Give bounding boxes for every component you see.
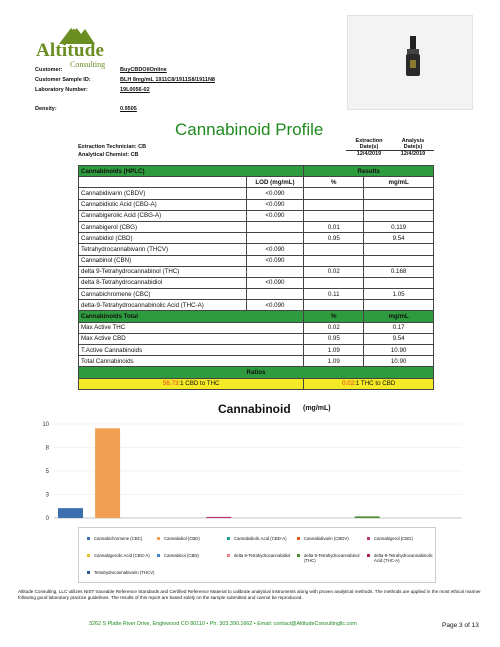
legend-swatch <box>157 537 160 540</box>
legend-swatch <box>297 554 300 557</box>
column-headers <box>79 177 434 188</box>
cannabinoid-name: Cannabichromene (CBC) <box>79 289 247 300</box>
bar-5 <box>206 517 231 518</box>
cannabinoid-name: delta 9-Tetrahydrocannabinol (THC) <box>79 266 247 277</box>
analysis-date-value: 12/4/2019 <box>400 151 426 157</box>
totals-row <box>79 356 434 367</box>
analysis-date-head1: Analysis <box>401 138 425 144</box>
legend-swatch <box>297 537 300 540</box>
mgml-header: mg/mL <box>364 177 434 188</box>
y-tick-label: 5 <box>45 469 49 475</box>
page-title: Cannabinoid Profile <box>175 120 324 139</box>
lod-cell <box>246 233 304 244</box>
legend-swatch <box>87 571 90 574</box>
total-pct-cell: 1.09 <box>304 356 364 367</box>
footer-contact: 3262 S Platte River Drive, Englewood CO 80110 • Ph: 303.390.1662 • Email: contact@AltitudeConsultingllc.com <box>89 621 357 627</box>
cannabinoid-rows <box>79 188 434 311</box>
pct-cell: 0.02 <box>304 266 364 277</box>
section-title-totals: Cannabinoids Total <box>79 311 304 322</box>
total-mgml-cell: 10.90 <box>364 345 434 356</box>
y-tick-label: 8 <box>45 445 49 452</box>
ratios-row <box>79 378 434 389</box>
pct-cell <box>304 188 364 199</box>
extraction-technician: Extraction Technician: CB <box>78 144 147 150</box>
product-photo <box>347 15 473 110</box>
ratios-title: Ratios <box>79 367 434 378</box>
pct-cell <box>304 300 364 311</box>
mgml-cell <box>364 255 434 266</box>
chart-title: Cannabinoid <box>218 402 291 416</box>
legend-label: Cannabigerol (CBG) <box>374 536 413 541</box>
pct-cell <box>304 210 364 221</box>
bar-9 <box>355 516 380 518</box>
table-row <box>79 199 434 210</box>
cbd-to-thc-ratio <box>79 378 304 389</box>
total-mgml-cell: 9.54 <box>364 333 434 344</box>
pct-header: % <box>304 177 364 188</box>
legend-label: delta-9-Tetrahydrocannabinolic Acid (THC-A) <box>374 553 433 563</box>
total-name: Max Active THC <box>79 322 304 333</box>
cannabinoid-bar-chart <box>30 418 470 526</box>
legend-swatch <box>87 554 90 557</box>
page-number: Page 3 of 13 <box>442 622 479 629</box>
legend-label: Tetrahydrocannabivarin (THCV) <box>94 570 155 575</box>
lod-cell: <0.090 <box>246 188 304 199</box>
cannabinoid-name: delta-9-Tetrahydrocannabinolic Acid (THC-A) <box>79 300 247 311</box>
total-mgml-cell: 10.90 <box>364 356 434 367</box>
total-mgml-cell: 0.17 <box>364 322 434 333</box>
lod-cell: <0.090 <box>246 210 304 221</box>
customer-value: BuyCBDOilOnline <box>120 67 167 73</box>
cbd-thc-ratio-value: 56.73 <box>162 380 179 388</box>
sample-id-value: BLH 8mg/mL 1911C8/1911S8/1911N8 <box>120 77 215 83</box>
disclaimer-text: Altitude Consulting, LLC utilizes NIST traceable Reference Standards and Certified Reference Material to calibrate analytical instruments along with proven analytical methods. The methods are applied in the most ethical manner following good laboratory practice guidelines. The results of this report are based solely on the sample submitted and cannot be reproduced. <box>18 589 481 600</box>
extraction-date-head2: Date(s) <box>346 144 392 151</box>
cannabinoid-name: Cannabidivarin (CBDV) <box>79 188 247 199</box>
table-row <box>79 289 434 300</box>
mgml-cell <box>364 210 434 221</box>
lod-cell: <0.090 <box>246 300 304 311</box>
cannabinoid-name: Cannabinol (CBN) <box>79 255 247 266</box>
mgml-cell <box>364 244 434 255</box>
mgml-cell <box>364 300 434 311</box>
cannabinoid-name: Cannabigerolic Acid (CBG-A) <box>79 210 247 221</box>
pct-cell <box>304 277 364 288</box>
totals-mgml-header: mg/mL <box>364 311 434 322</box>
mgml-cell <box>364 188 434 199</box>
y-tick-label: 0 <box>45 516 49 522</box>
extraction-date-head1: Extraction <box>355 138 383 144</box>
legend-label: Cannabidiolic Acid (CBD-A) <box>234 536 287 541</box>
chart-legend <box>78 527 436 583</box>
results-header: Results <box>304 166 434 177</box>
legend-label: Cannabichromene (CBC) <box>94 536 143 541</box>
density-row <box>35 106 295 118</box>
pct-cell: 0.01 <box>304 221 364 232</box>
legend-swatch <box>87 537 90 540</box>
totals-rows <box>79 322 434 367</box>
cannabinoid-table <box>78 165 434 390</box>
legend-swatch <box>227 554 230 557</box>
legend-swatch <box>227 537 230 540</box>
lab-number-label: Laboratory Number: <box>35 87 88 93</box>
extraction-date-header <box>346 138 392 157</box>
mgml-cell: 9.54 <box>364 233 434 244</box>
logo-name: Altitude <box>36 40 105 61</box>
lod-cell: <0.090 <box>246 244 304 255</box>
bar-2 <box>95 428 120 518</box>
mgml-cell: 1.05 <box>364 289 434 300</box>
cannabinoid-name: Cannabidiol (CBD) <box>79 233 247 244</box>
cbd-thc-ratio-text: :1 CBD to THC <box>178 380 220 388</box>
legend-swatch <box>367 537 370 540</box>
table-row <box>79 277 434 288</box>
legend-label: Cannabidivarin (CBDV) <box>304 536 349 541</box>
lab-number-value: 19L0056-02 <box>120 87 150 93</box>
table-row <box>79 266 434 277</box>
lod-cell <box>246 289 304 300</box>
mgml-cell: 0.119 <box>364 221 434 232</box>
section-title-hplc: Cannabinoids (HPLC) <box>79 166 304 177</box>
table-row <box>79 210 434 221</box>
density-label: Density: <box>35 106 57 112</box>
legend-swatch <box>367 554 370 557</box>
total-pct-cell: 1.09 <box>304 345 364 356</box>
thc-to-cbd-ratio <box>304 378 434 389</box>
logo-subtitle: Consulting <box>70 60 106 69</box>
legend-label: Cannabidiol (CBD) <box>164 536 200 541</box>
mgml-cell: 0.168 <box>364 266 434 277</box>
total-pct-cell: 0.02 <box>304 322 364 333</box>
customer-label: Customer: <box>35 67 63 73</box>
ratios-header-row <box>79 367 434 378</box>
mgml-cell <box>364 277 434 288</box>
total-name: T.Active Cannabinoids <box>79 345 304 356</box>
total-name: Total Cannabinoids <box>79 356 304 367</box>
totals-row <box>79 322 434 333</box>
table-row <box>79 300 434 311</box>
blank-header <box>79 177 247 188</box>
mgml-cell <box>364 199 434 210</box>
cannabinoid-name: delta 8-Tetrahydrocannabidiol <box>79 277 247 288</box>
lod-cell: <0.090 <box>246 255 304 266</box>
section-header-hplc <box>79 166 434 177</box>
sample-id-label: Customer Sample ID: <box>35 77 91 83</box>
thc-cbd-ratio-text: :1 THC to CBD <box>354 380 396 388</box>
legend-label: delta 9-Tetrahydrocannabinol (THC) <box>304 553 360 563</box>
pct-cell: 0.95 <box>304 233 364 244</box>
analysis-date-header <box>392 138 434 157</box>
cannabinoid-name: Tetrahydrocannabivarin (THCV) <box>79 244 247 255</box>
totals-row <box>79 345 434 356</box>
y-tick-label: 10 <box>42 422 49 428</box>
total-pct-cell: 0.95 <box>304 333 364 344</box>
section-header-totals <box>79 311 434 322</box>
chart-unit: (mg/mL) <box>303 405 331 412</box>
table-row <box>79 188 434 199</box>
table-row <box>79 221 434 232</box>
table-row <box>79 255 434 266</box>
lod-cell <box>246 221 304 232</box>
dropper-bottle-icon <box>348 16 472 109</box>
cannabinoid-name: Cannabigerol (CBG) <box>79 221 247 232</box>
pct-cell <box>304 244 364 255</box>
pct-cell <box>304 199 364 210</box>
density-value: 0.9505 <box>120 106 137 112</box>
bar-1 <box>58 508 83 518</box>
lod-cell: <0.090 <box>246 199 304 210</box>
legend-swatch <box>157 554 160 557</box>
cannabinoid-name: Cannabidiolic Acid (CBD-A) <box>79 199 247 210</box>
legend-label: Cannabigerolic Acid (CBG-A) <box>94 553 150 558</box>
extraction-date-value: 12/4/2019 <box>356 151 382 157</box>
table-row <box>79 244 434 255</box>
analytical-chemist: Analytical Chemist: CB <box>78 152 139 158</box>
legend-label: Cannabinol (CBN) <box>164 553 199 558</box>
total-name: Max Active CBD <box>79 333 304 344</box>
pct-cell <box>304 255 364 266</box>
totals-pct-header: % <box>304 311 364 322</box>
lod-cell: <0.090 <box>246 277 304 288</box>
lod-header: LOD (mg/mL) <box>246 177 304 188</box>
y-tick-label: 3 <box>45 492 49 499</box>
thc-cbd-ratio-value: 0.02 <box>342 380 355 388</box>
legend-label: delta 8-Tetrahydrocannabidiol <box>234 553 291 558</box>
table-row <box>79 233 434 244</box>
lod-cell <box>246 266 304 277</box>
analysis-date-head2: Date(s) <box>392 144 434 151</box>
pct-cell: 0.11 <box>304 289 364 300</box>
totals-row <box>79 333 434 344</box>
lab-number-row <box>35 87 295 99</box>
